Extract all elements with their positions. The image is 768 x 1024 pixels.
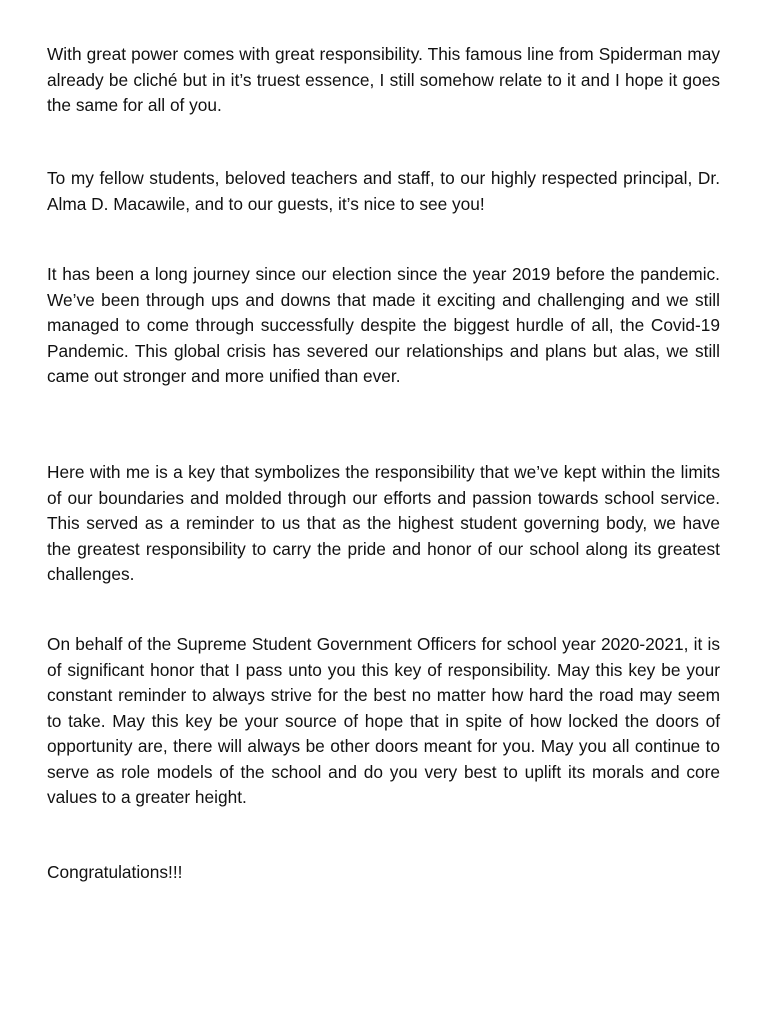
paragraph-congratulations: Congratulations!!! <box>47 862 183 882</box>
paragraph-opening-quote: With great power comes with great responsibility. This famous line from Spiderman may already be cliché but in it’s truest essence, I still somehow relate to it and I hope it goes the same for all of you. <box>47 44 720 115</box>
paragraph-key-symbol: Here with me is a key that symbolizes the responsibility that we’ve kept within the limits of our boundaries and molded through our efforts and passion towards school service. This served as a reminder to us that as the highest student governing body, we have the greatest responsibility to carry the pride and honor of our school along its greatest challenges. <box>47 462 720 584</box>
paragraph-greeting: To my fellow students, beloved teachers and staff, to our highly respected principal, Dr. Alma D. Macawile, and to our guests, it’s nice to see you! <box>47 168 720 214</box>
paragraph-handover: On behalf of the Supreme Student Government Officers for school year 2020-2021, it is of significant honor that I pass unto you this key of responsibility. May this key be your constant reminder to always strive for the best no matter how hard the road may seem to take. May this key be your source of hope that in spite of how locked the doors of opportunity are, there will always be other doors meant for you. May you all continue to serve as role models of the school and do you very best to uplift its morals and core values to a greater height. <box>47 634 720 807</box>
paragraph-journey: It has been a long journey since our election since the year 2019 before the pandemic. We’ve been through ups and downs that made it exciting and challenging and we still managed to come through successfully despite the biggest hurdle of all, the Covid-19 Pandemic. This global crisis has severed our relationships and plans but alas, we still came out stronger and more unified than ever. <box>47 264 720 386</box>
